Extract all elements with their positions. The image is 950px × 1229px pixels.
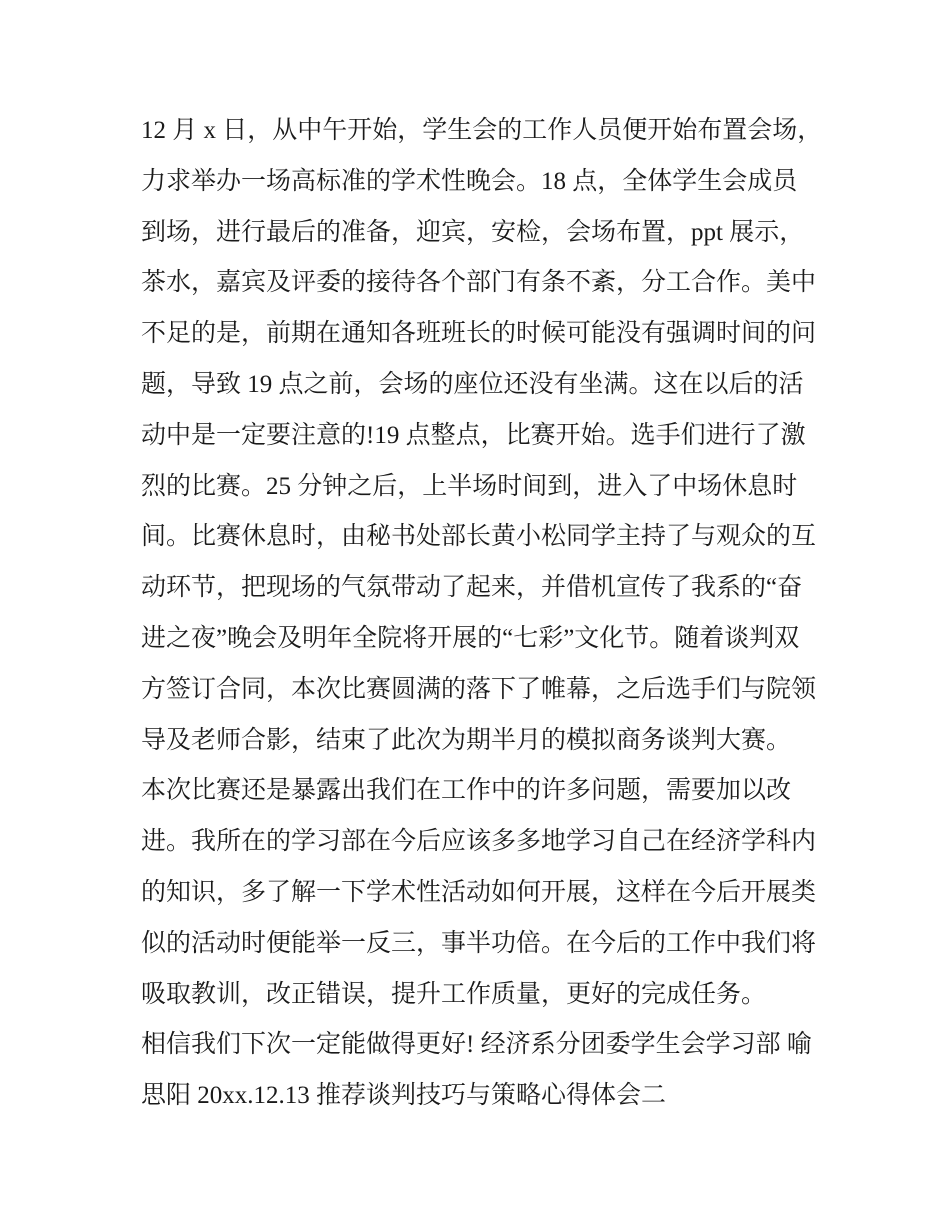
text-line: 导及老师合影，结束了此次为期半月的模拟商务谈判大赛。 (141, 726, 792, 754)
text-line: 似的活动时便能举一反三，事半功倍。在今后的工作中我们将 (141, 929, 817, 957)
text-line: 思阳 20xx.12.13 推荐谈判技巧与策略心得体会二 (141, 1082, 667, 1110)
text-line: 动环节，把现场的气氛带动了起来，并借机宣传了我系的“奋 (141, 574, 803, 602)
text-line: 间。比赛休息时，由秘书处部长黄小松同学主持了与观众的互 (141, 523, 817, 551)
text-line: 12 月 x 日，从中午开始，学生会的工作人员便开始布置会场， (141, 117, 823, 144)
text-line: 动中是一定要注意的!19 点整点，比赛开始。选手们进行了激 (141, 421, 806, 449)
text-line: 方签订合同，本次比赛圆满的落下了帷幕，之后选手们与院领 (141, 675, 817, 703)
text-line: 题，导致 19 点之前，会场的座位还没有坐满。这在以后的活 (141, 370, 804, 398)
text-line: 相信我们下次一定能做得更好! 经济系分团委学生会学习部 喻 (141, 1031, 812, 1059)
text-line: 吸取教训，改正错误，提升工作质量，更好的完成任务。 (141, 980, 767, 1008)
text-line: 的知识，多了解一下学术性活动如何开展，这样在今后开展类 (141, 878, 817, 906)
text-line: 进。我所在的学习部在今后应该多多地学习自己在经济学科内 (141, 828, 817, 856)
text-line: 本次比赛还是暴露出我们在工作中的许多问题，需要加以改 (141, 777, 792, 805)
text-line: 进之夜”晚会及明年全院将开展的“七彩”文化节。随着谈判双 (141, 624, 800, 652)
text-line: 到场，进行最后的准备，迎宾，安检，会场布置，ppt 展示， (141, 218, 805, 246)
body-text (141, 106, 821, 1122)
text-line: 烈的比赛。25 分钟之后，上半场时间到，进入了中场休息时 (141, 472, 798, 500)
text-line: 力求举办一场高标准的学术性晚会。18 点，全体学生会成员 (141, 167, 798, 195)
text-line: 不足的是，前期在通知各班班长的时候可能没有强调时间的问 (141, 320, 817, 348)
text-line: 茶水，嘉宾及评委的接待各个部门有条不紊，分工合作。美中 (141, 269, 817, 297)
